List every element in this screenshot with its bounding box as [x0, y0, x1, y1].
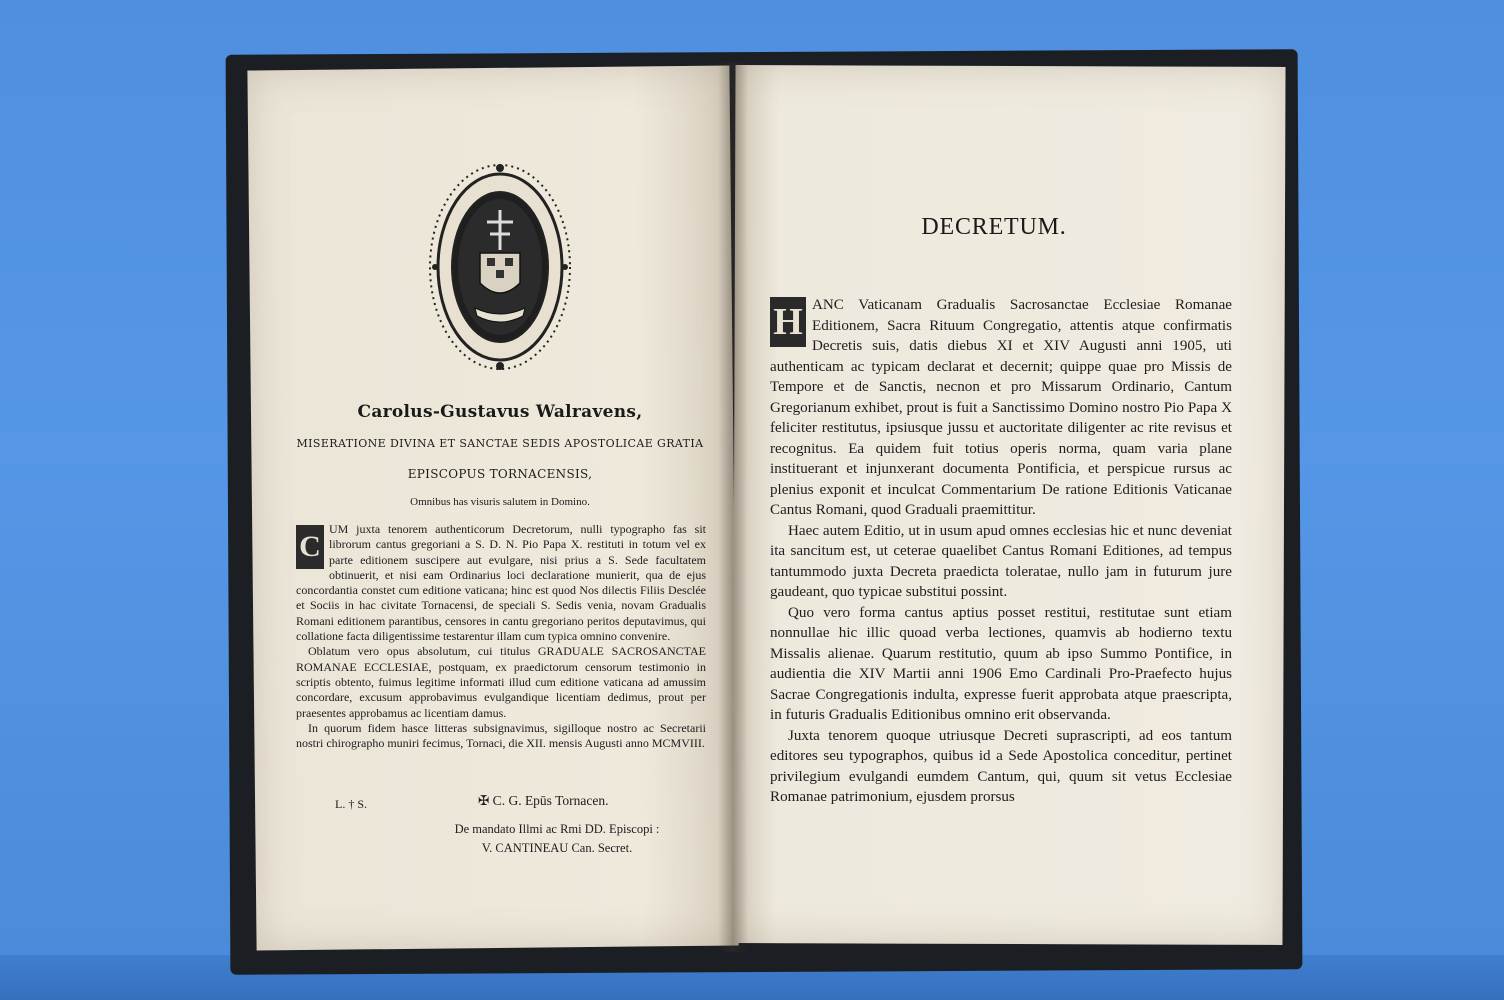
decretum-title: DECRETUM. — [921, 214, 1067, 240]
right-paragraph-1: ANC Vaticanam Gradualis Sacrosanctae Ecclesiae Romanae Editionem, Sacra Rituum Congregatio, attentis atque confirmatis Decretis suis, datis diebus XI et XIV Augusti anni 1905, uti authenticam ac typicam declarat et decernit; quippe quae pro Missis de Tempore et de Sanctis, necnon et pro Missarum Ordinario, Cantum Gregorianum exhibet, prout is fuit a Sanctissimo Domino nostro Pio Papa X feliciter restitutus, ipsiusque jussu et auctoritate diligenter ac rite revisus et recognitus. Ea quidem fuit totius operis norma, quam varia plane instituerant et injunxerant documenta Pontificia, et perspicue rursus ac plenius exponit et inculcat Commentarium De ratione Editionis Vaticanae Cantus Romani, quod Graduali praemittitur. — [770, 297, 1232, 518]
right-paragraph-4: Juxta tenorem quoque utriusque Decreti suprascripti, ad eos tantum editores seu typographos, quibus id a Sede Apostolica conceditur, pertinet privilegium evulgandi eumdem Cantum, qui, quum sit vetus Ecclesiae Romanae patrimonium, ejusdem prorsus — [770, 727, 1232, 805]
dropcap-c: C — [296, 525, 324, 569]
left-paragraph-2: Oblatum vero opus absolutum, cui titulus GRADUALE SACROSANCTAE ROMANAE ECCLESIAE, postquam, ex praedictorum censorum testimonio in scriptis obtento, fuimus legitime informati illud cum editione vaticana ad amussim concordare, excusum approbavimus evulgandique licentiam dedimus, prout per praesentes approbamus ac licentiam damus. — [296, 644, 706, 720]
dropcap-h: H — [770, 297, 806, 347]
left-paragraph-1: UM juxta tenorem authenticorum Decretorum, nulli typographo fas sit librorum cantus gregoriani a S. D. N. Pio Papa X. restituti in totum vel ex parte editionem suscipere aut evulgare, nisi prius a S. Sede facultatem obtinuerit, et nisi eam Ordinarius loci declaratione munierit, qua de ejus concordantia constet cum editione vaticana; hinc est quod Nos dilectis Filiis Desclée et Sociis in hac civitate Tornacensi, de speciali S. Sedis venia, novam Gradualis Romani editionem parantibus, censores in cantu gregoriano peritos deputavimus, qui collatione facta diligentissime testarentur illam cum typica omnino convenire. — [296, 522, 706, 644]
right-paragraph-2: Haec autem Editio, ut in usum apud omnes ecclesias hic et nunc deveniat ita sancitum est, ut ceterae quaelibet Cantus Romani Editiones, ad tempus tantummodo juxta Decreta praedicta toleratae, nullo jam in futurum jure gaudeant, quo typicae substitui possint. — [770, 522, 1232, 600]
locus-sigilli: L. † S. — [335, 797, 368, 811]
bishop-signature: ✠ C. G. Epūs Tornacen. — [478, 793, 609, 808]
title-line-1: MISERATIONE DIVINA ET SANCTAE SEDIS APOSTOLICAE GRATIA — [296, 437, 704, 450]
title-line-2: EPISCOPUS TORNACENSIS, — [407, 467, 593, 481]
mandate-line-2: V. CANTINEAU Can. Secret. — [481, 841, 633, 855]
right-paragraph-3: Quo vero forma cantus aptius posset restitui, restitutae sunt etiam nonnullae hic illic quoad verba lectiones, quamvis ab hodierno textu Missalis alienae. Quarum restitutio, quum ab ipso Summo Pontifice, in audientia die XIV Martii anni 1906 Emo Cardinali Pro-Praefecto hujus Sacrae Congregationis indulta, expresse fuerit approbata atque praescripta, in futuris Gradualis Editionibus omnino erit observanda. — [770, 604, 1232, 723]
bishop-name: Carolus-Gustavus Walravens, — [357, 402, 643, 422]
mandate-block — [442, 820, 672, 858]
left-paragraph-3: In quorum fidem hasce litteras subsignavimus, sigilloque nostro ac Secretarii nostri chirographo muniri fecimus, Tornaci, die XII. mensis Augusti anno MCMVIII. — [296, 720, 706, 751]
salutation: Omnibus has visuris salutem in Domino. — [410, 496, 590, 508]
mandate-line-1: De mandato Illmi ac Rmi DD. Episcopi : — [454, 822, 660, 836]
right-body-text — [770, 295, 1232, 808]
left-body-text — [296, 522, 706, 751]
episcopal-seal-image — [425, 158, 575, 376]
